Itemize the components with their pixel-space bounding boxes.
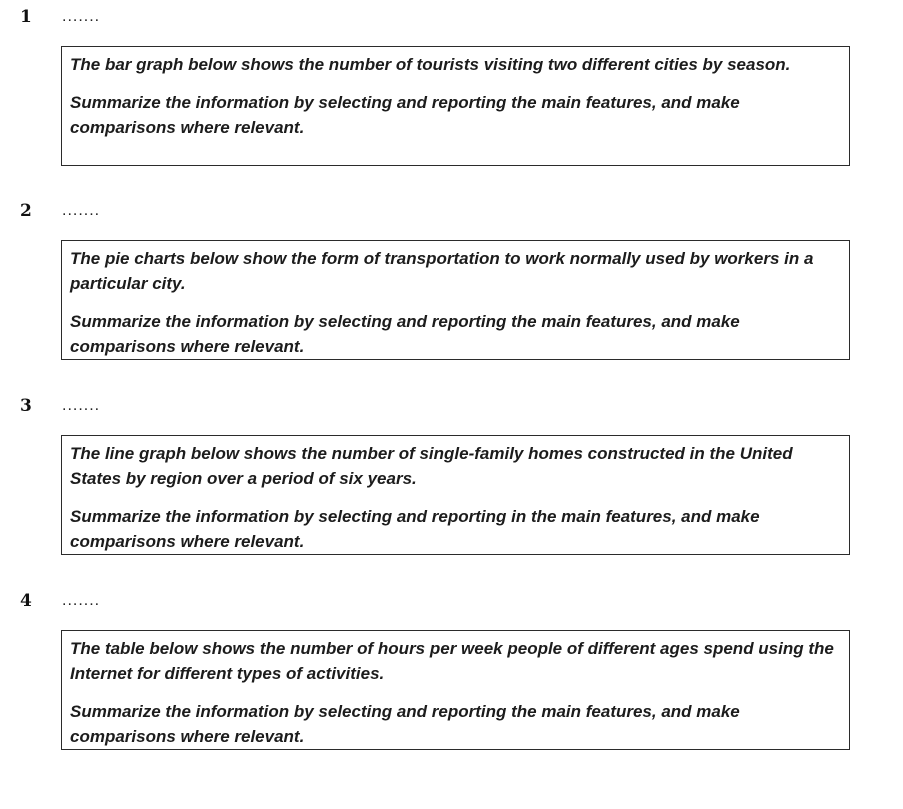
prompt-instruction: Summarize the information by selecting and reporting the main features, and make comparisons where relevant. bbox=[70, 312, 740, 356]
prompt-description: The table below shows the number of hours per week people of different ages spend using the Internet for different types of activities. bbox=[70, 639, 834, 683]
answer-blank[interactable]: ....... bbox=[62, 8, 101, 25]
task-header bbox=[0, 395, 200, 419]
task-number: 2 bbox=[20, 201, 32, 221]
task-header bbox=[0, 200, 200, 224]
prompt-instruction: Summarize the information by selecting and reporting the main features, and make comparisons where relevant. bbox=[70, 93, 740, 137]
prompt-instruction: Summarize the information by selecting and reporting in the main features, and make comparisons where relevant. bbox=[70, 507, 760, 551]
task-number: 1 bbox=[20, 7, 32, 27]
answer-blank[interactable]: ....... bbox=[62, 202, 101, 219]
task-number: 3 bbox=[20, 396, 32, 416]
task-number: 4 bbox=[20, 591, 32, 611]
prompt-description: The bar graph below shows the number of tourists visiting two different cities by season. bbox=[70, 55, 791, 74]
prompt-description: The pie charts below show the form of transportation to work normally used by workers in a particular city. bbox=[70, 249, 814, 293]
prompt-box bbox=[61, 435, 850, 555]
task-header bbox=[0, 6, 200, 30]
answer-blank[interactable]: ....... bbox=[62, 592, 101, 609]
prompt-instruction: Summarize the information by selecting and reporting the main features, and make comparisons where relevant. bbox=[70, 702, 740, 746]
prompt-box bbox=[61, 240, 850, 360]
prompt-box bbox=[61, 630, 850, 750]
answer-blank[interactable]: ....... bbox=[62, 397, 101, 414]
prompt-description: The line graph below shows the number of single-family homes constructed in the United States by region over a period of six years. bbox=[70, 444, 793, 488]
task-header bbox=[0, 590, 200, 614]
prompt-box bbox=[61, 46, 850, 166]
